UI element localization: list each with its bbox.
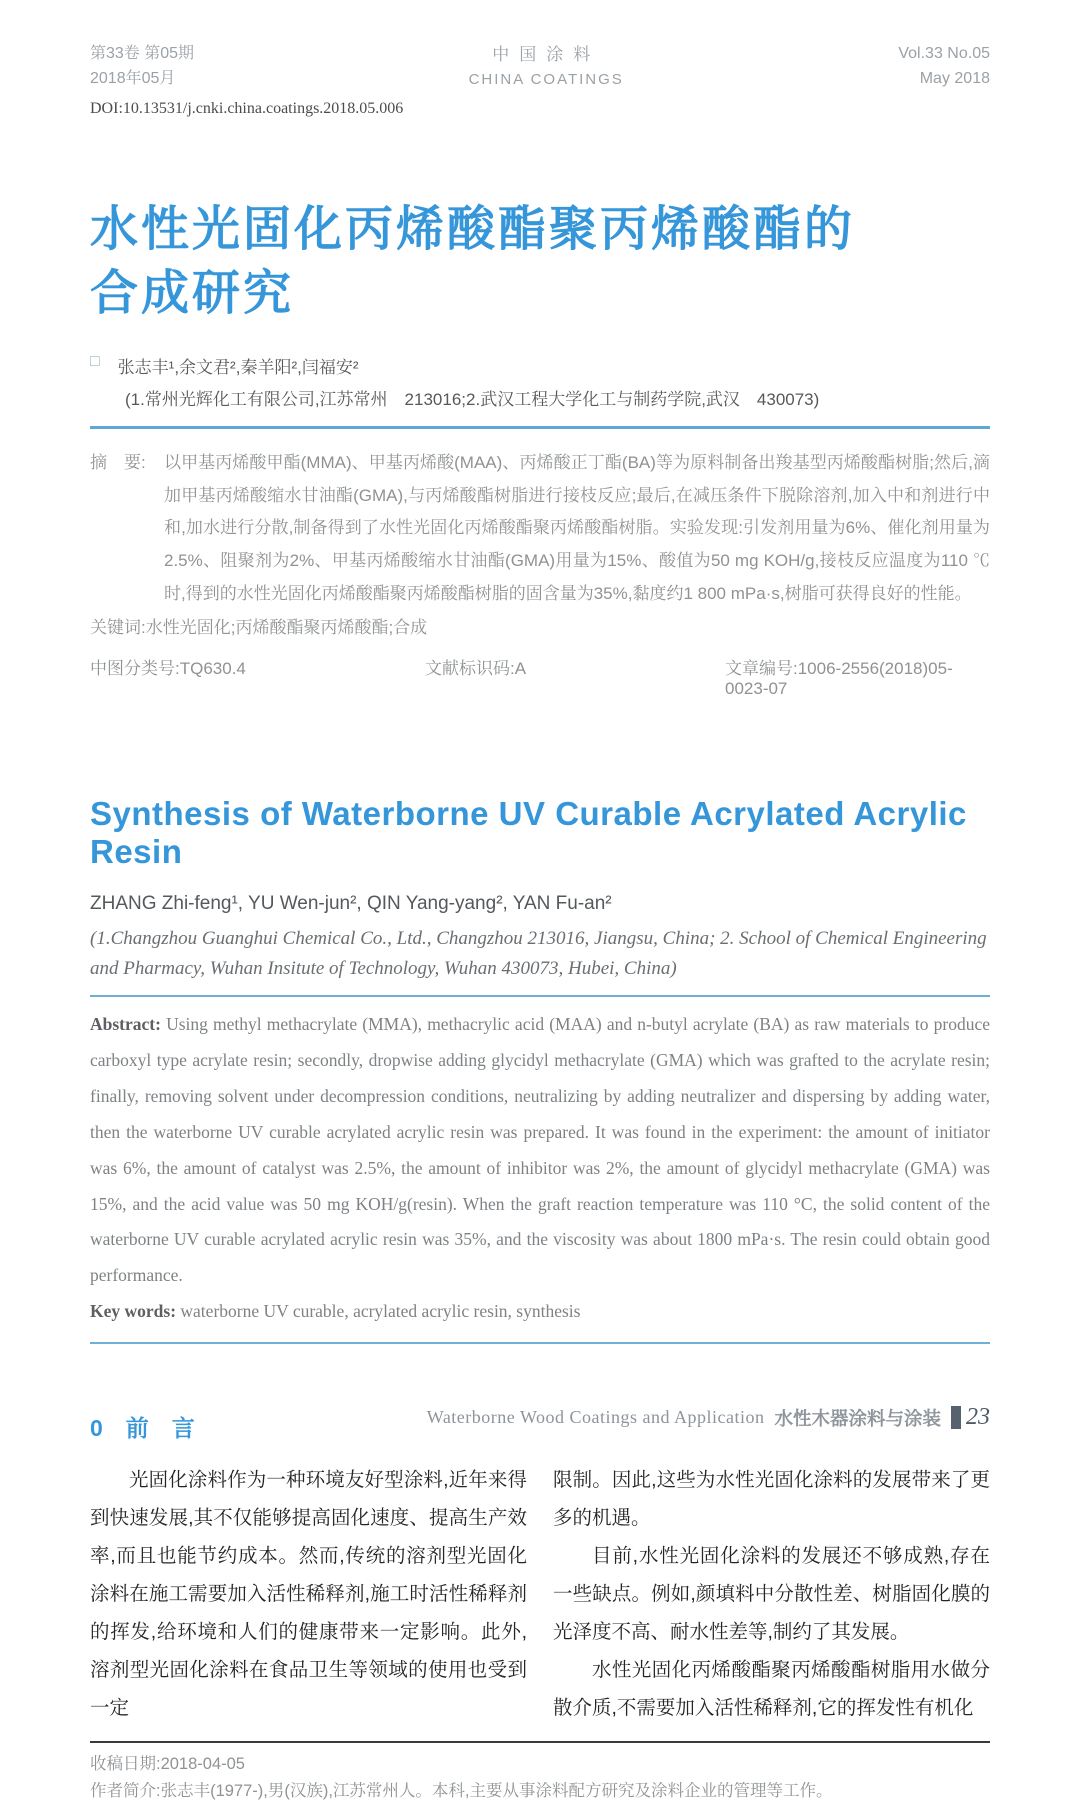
body-column-left xyxy=(90,1461,527,1727)
body-paragraph: 限制。因此,这些为水性光固化涂料的发展带来了更多的机遇。 xyxy=(553,1469,990,1530)
clc-number: 中图分类号:TQ630.4 xyxy=(90,659,246,679)
authors-cn: 张志丰¹,余文君²,秦羊阳²,闫福安² xyxy=(117,358,359,378)
doi: DOI:10.13531/j.cnki.china.coatings.2018.05.006 xyxy=(90,99,404,117)
page-number-bar xyxy=(951,1406,961,1429)
authors-cn-row xyxy=(90,353,990,378)
article-title-cn-line1: 水性光固化丙烯酸酯聚丙烯酸酯的 xyxy=(90,202,856,256)
article-id: 文章编号:1006-2556(2018)05-0023-07 xyxy=(725,659,953,699)
keywords-en-text: waterborne UV curable, acrylated acrylic resin, synthesis xyxy=(176,1301,581,1322)
body-paragraph: 光固化涂料作为一种环境友好型涂料,近年来得到快速发展,其不仅能够提高固化速度、提高生产效率,而且也能节约成本。然而,传统的溶剂型光固化涂料在施工需要加入活性稀释剂,施工时活性稀释剂的挥发,给环境和人们的健康带来一定影响。此外,溶剂型光固化涂料在食品卫生等领域的使用也受到一定 xyxy=(90,1469,527,1720)
divider-blue-1 xyxy=(90,426,990,429)
article-title-cn xyxy=(90,198,990,328)
affiliation-cn: (1.常州光辉化工有限公司,江苏常州 213016;2.武汉工程大学化工与制药学院,武汉 430073) xyxy=(125,390,820,410)
footnotes-block xyxy=(90,1751,990,1805)
volume-issue-cn: 第33卷 第05期 xyxy=(90,45,195,62)
footnote-divider xyxy=(90,1741,990,1743)
two-column-body xyxy=(90,1461,990,1727)
classification-row xyxy=(90,654,990,699)
abstract-cn-text: 以甲基丙烯酸甲酯(MMA)、甲基丙烯酸(MAA)、丙烯酸正丁酯(BA)等为原料制备出羧基型丙烯酸酯树脂;然后,滴加甲基丙烯酸缩水甘油酯(GMA),与丙烯酸酯树脂进行接枝反应;最后,在减压条件下脱除溶剂,加入中和剂进行中和,加水进行分散,制备得到了水性光固化丙烯酸酯聚丙烯酸酯树脂。实验发现:引发剂用量为6%、催化剂用量为2.5%、阻聚剂为2%、甲基丙烯酸缩水甘油酯(GMA)用量为15%、酸值为50 mg KOH/g,接枝反应温度为110 ℃时,得到的水性光固化丙烯酸酯聚丙烯酸酯树脂的固含量为35%,黏度约1 800 mPa·s,树脂可获得良好的性能。 xyxy=(164,453,990,603)
date-en: May 2018 xyxy=(919,69,990,87)
page-number: 23 xyxy=(966,1404,990,1430)
page-footer xyxy=(427,1404,990,1431)
header-vol-info xyxy=(898,42,990,92)
affiliation-en: (1.Changzhou Guanghui Chemical Co., Ltd., Changzhou 213016, Jiangsu, China; 2. School of Chemical Engineering and Pharmacy, Wuhan Insitute of Technology, Wuhan 430073, Hubei, China) xyxy=(90,928,987,979)
volume-issue-en: Vol.33 No.05 xyxy=(898,45,990,62)
journal-name-cn: 中国涂料 xyxy=(492,45,601,64)
keywords-cn: 关键词:水性光固化;丙烯酸酯聚丙烯酸酯;合成 xyxy=(90,618,428,638)
article-title-cn-line2: 合成研究 xyxy=(90,267,295,321)
keywords-en-block xyxy=(90,1294,990,1330)
journal-header xyxy=(90,42,990,92)
divider-blue-3 xyxy=(90,1342,990,1344)
document-code: 文献标识码:A xyxy=(425,659,527,679)
journal-name-en: CHINA COATINGS xyxy=(468,71,624,89)
header-journal-name xyxy=(469,42,624,92)
abstract-cn-block xyxy=(90,447,990,610)
article-title-en: Synthesis of Waterborne UV Curable Acrylated Acrylic Resin xyxy=(90,795,967,871)
author-bio: 作者简介:张志丰(1977-),男(汉族),江苏常州人。本科,主要从事涂料配方研究及涂料企业的管理等工作。 xyxy=(90,1782,833,1801)
keywords-en-label: Key words: xyxy=(90,1301,177,1322)
body-paragraph: 目前,水性光固化涂料的发展还不够成熟,存在一些缺点。例如,颜填料中分散性差、树脂固化膜的光泽度不高、耐水性差等,制约了其发展。 xyxy=(553,1545,990,1644)
received-date: 收稿日期:2018-04-05 xyxy=(90,1755,245,1774)
body-paragraph: 水性光固化丙烯酸酯聚丙烯酸酯树脂用水做分散介质,不需要加入活性稀释剂,它的挥发性有机化 xyxy=(553,1659,990,1720)
footer-column-title-cn: 水性木器涂料与涂装 xyxy=(774,1407,941,1429)
author-square-marker: □ xyxy=(90,353,100,371)
footer-column-title-en: Waterborne Wood Coatings and Application xyxy=(426,1407,765,1427)
section-heading-intro: 0 前 言 xyxy=(90,1415,195,1442)
divider-blue-2 xyxy=(90,995,990,997)
abstract-cn-label: 摘 要: xyxy=(90,453,146,473)
abstract-en-block xyxy=(90,1007,990,1294)
header-issue-info xyxy=(90,42,194,92)
body-column-right xyxy=(553,1461,990,1727)
date-cn: 2018年05月 xyxy=(90,69,176,87)
abstract-en-text: Using methyl methacrylate (MMA), methacrylic acid (MAA) and n-butyl acrylate (BA) as raw materials to produce carboxyl type acrylate resin; secondly, dropwise adding glycidyl methacrylate (GMA) which was grafted to the acrylate resin; finally, removing solvent under decompression conditions, neutralizing by adding neutralizer and dispersing by adding water, then the waterborne UV curable acrylated acrylic resin was prepared. It was found in the experiment: the amount of initiator was 6%, the amount of catalyst was 2.5%, the amount of inhibitor was 2%, the amount of glycidyl methacrylate (GMA) was 15%, and the acid value was 50 mg KOH/g(resin). When the graft reaction temperature was 110 °C, the solid content of the waterborne UV curable acrylated acrylic resin was 35%, and the viscosity was about 1800 mPa·s. The resin could obtain good performance. xyxy=(90,1014,990,1286)
authors-en: ZHANG Zhi-feng¹, YU Wen-jun², QIN Yang-yang², YAN Fu-an² xyxy=(90,893,612,915)
abstract-en-label: Abstract: xyxy=(90,1014,161,1035)
